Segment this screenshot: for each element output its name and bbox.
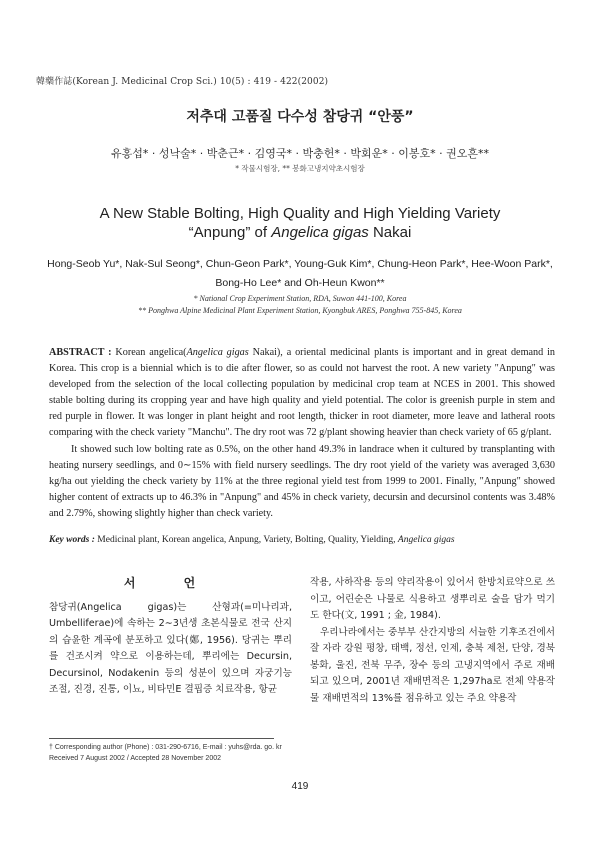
abstract-label: ABSTRACT :	[49, 347, 116, 358]
intro-right-paragraph-1: 작용, 사하작용 등의 약리작용이 있어서 한방치료약으로 쓰이고, 어린순은 나물로 식용하고 생뿌리로 술을 담가 먹기도 한다(文, 1991 ; 金, 1984).	[310, 577, 555, 621]
korean-title: 저추대 고품질 다수성 참당귀 “안풍”	[186, 109, 414, 125]
abstract-text-a: Korean angelica(	[115, 347, 187, 358]
keywords-species: Angelica gigas	[397, 535, 455, 545]
intro-left-paragraph: 참당귀(Angelica gigas)는 산형과(=미나리과, Umbelliferae)에 속하는 2∼3년생 초본식물로 전국 산지의 습윤한 계곡에 분포하고 있다(鄭, 1956). 당귀는 뿌리를 건조시켜 약으로 이용하는데, 뿌리에는 Decursin, Decursinol, Nodakenin 등의 성분이 있으며 자궁기능 조절, 진경, 진통, 이뇨, 비타민E 결핍증 치료작용, 항균	[49, 601, 292, 695]
journal-citation: 韓藥作誌(Korean J. Medicinal Crop Sci.) 10(5) : 419 - 422(2002)	[36, 77, 329, 87]
abstract-species: Angelica gigas	[186, 347, 249, 358]
abstract-paragraph-2: It showed such low bolting rate as 0.5%, on the other hand 49.3% in landrace when it cultured by transplanting with heating nursery seedlings, and 0∼15% with field nursery seedlings. The dry root yield of the variety was averaged 3,630 kg/ha out yielding the check variety by 11% at the three regional yield test from 1999 to 2001. Finally, "Anpung" showed higher content of extracts up to 46.3% in "Anpung" and 45% in check variety, decursin and decursinol contents was 3.48% and 2.79%, showing slightly higher than check variety.	[49, 443, 555, 519]
english-title-line2	[0, 223, 600, 242]
english-title-line1: A New Stable Bolting, High Quality and High Yielding Variety	[99, 205, 501, 222]
intro-left-column	[49, 575, 292, 699]
keywords	[49, 535, 555, 545]
abstract-paragraph-1	[49, 345, 555, 442]
footnote-dates: Received 7 August 2002 / Accepted 28 November 2002	[49, 755, 222, 762]
keywords-text: Medicinal plant, Korean angelica, Anpung, Variety, Bolting, Quality, Yielding,	[97, 535, 398, 545]
abstract-text-b: Nakai), a oriental medicinal plants is important and in great demand in Korea. This crop is a biennial which is to die after flower, so as could not harvest the root. A new variety "Anpung" was developed from the selection of the local collecting population by medicinal crop team at NCES in 2001. This showed stable bolting during its cropping year and have high quality and yield potential. The color is greenish purple in stem and red purple in flower. It was longer in plant height and root length, thicker in root diameter, more leave and latheral roots comparing with the check variety "Manchu". The dry root was 72 g/plant showing heavier than check variety of 65 g/plant.	[49, 347, 555, 439]
footnote	[49, 742, 282, 764]
footnote-divider	[49, 738, 274, 739]
english-authors-line2: Bong-Ho Lee* and Oh-Heun Kwon**	[215, 277, 385, 289]
english-affiliations	[0, 293, 600, 317]
korean-affiliations: * 작물시험장, ** 봉화고냉지약초시험장	[235, 164, 365, 173]
title-line2-post: Nakai	[368, 224, 412, 241]
intro-right-column	[310, 575, 555, 707]
footnote-contact: † Corresponding author (Phone) : 031-290-6716, E-mail : yuhs@rda. go. kr	[49, 744, 282, 751]
affiliation-2: ** Ponghwa Alpine Medicinal Plant Experiment Station, Kyongbuk ARES, Ponghwa 755-845, Korea	[138, 306, 462, 315]
english-authors-line1: Hong-Seob Yu*, Nak-Sul Seong*, Chun-Geon Park*, Young-Guk Kim*, Chung-Heon Park*, Hee-Woon Park*,	[47, 258, 553, 270]
title-species: Angelica gigas	[271, 224, 369, 241]
korean-authors: 유홍섭* · 성낙술* · 박춘근* · 김영국* · 박충헌* · 박회운* · 이봉호* · 권오흔**	[111, 147, 489, 160]
english-authors	[40, 255, 560, 293]
abstract	[49, 345, 555, 522]
keywords-label: Key words :	[49, 535, 98, 545]
title-line2-pre: “Anpung” of	[188, 224, 272, 241]
page-number: 419	[291, 781, 309, 792]
affiliation-1: * National Crop Experiment Station, RDA, Suwon 441-100, Korea	[193, 294, 407, 303]
english-title	[0, 204, 600, 242]
section-heading-intro: 서 언	[123, 576, 218, 590]
intro-right-paragraph-2: 우리나라에서는 중부부 산간지방의 서늘한 기후조건에서 잘 자라 강원 평창, 태백, 정선, 인제, 충북 제천, 단양, 경북 봉화, 울진, 전북 무주, 장수 등의 고냉지역에서 주로 재배되고 있으며, 2001년 재배면적은 1,297ha로 전체 약용작물 재배면적의 13%를 점유하고 있는 주요 약용작	[310, 626, 555, 704]
